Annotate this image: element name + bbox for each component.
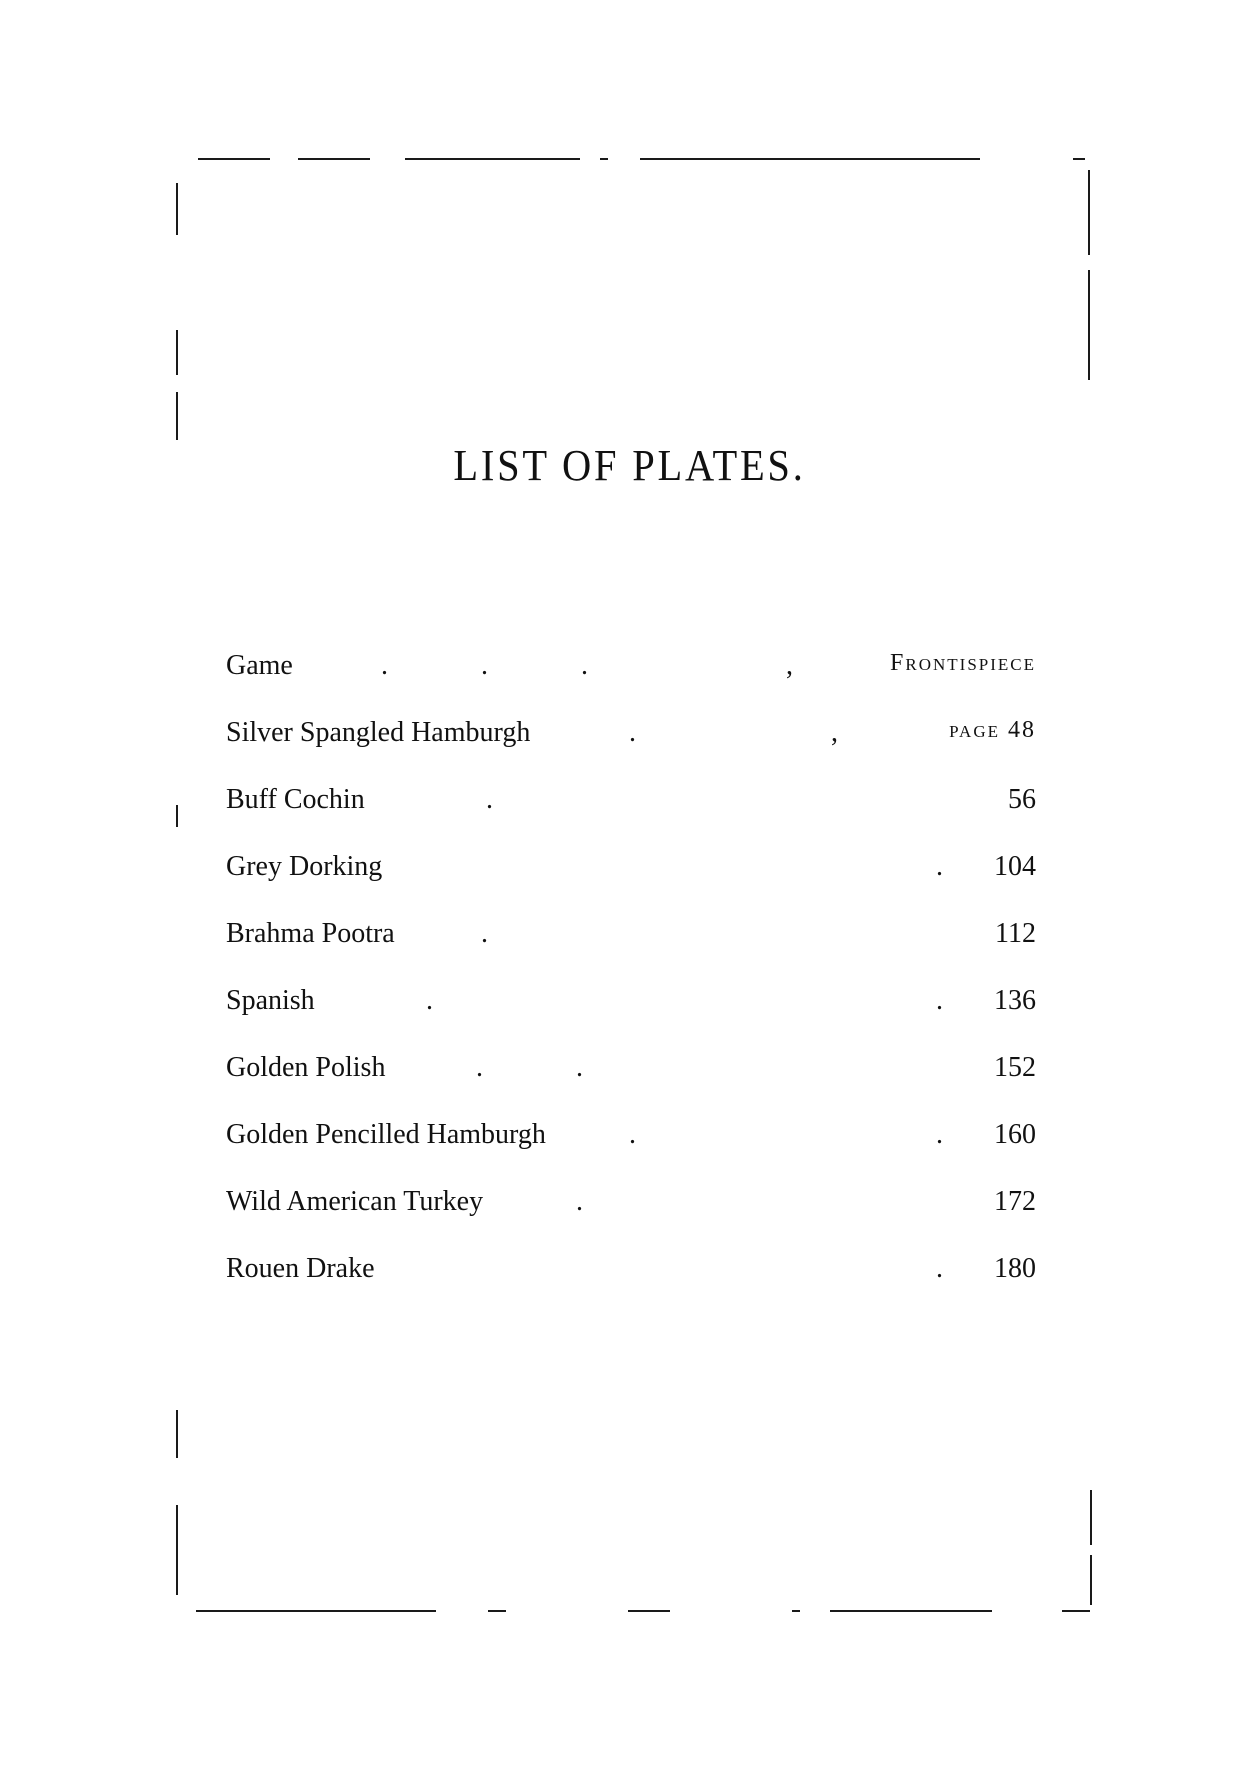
list-item [226, 985, 1036, 1052]
right-rule [1090, 1555, 1092, 1605]
list-item [226, 918, 1036, 985]
right-rule [1090, 1490, 1092, 1545]
left-rule [176, 805, 178, 827]
plate-name: Wild American Turkey [226, 1186, 484, 1217]
top-rule [600, 158, 608, 160]
plate-page: 104 [994, 851, 1036, 882]
left-rule [176, 1410, 178, 1458]
list-item [226, 1052, 1036, 1119]
leader-dot: . [481, 918, 488, 949]
bottom-rule [792, 1610, 800, 1612]
plate-page: 180 [994, 1253, 1036, 1284]
top-rule [1073, 158, 1085, 160]
left-rule [176, 183, 178, 235]
leader-dot: . [936, 985, 943, 1016]
right-rule [1088, 270, 1090, 380]
leader-dot: . [426, 985, 433, 1016]
leader-dot: . [486, 784, 493, 815]
leader-dot: . [629, 1119, 636, 1150]
left-rule [176, 392, 178, 440]
plates-list [226, 650, 1036, 1320]
leader-dot: . [481, 650, 488, 681]
leader-dot: , [786, 650, 793, 681]
leader-dot: . [936, 1119, 943, 1150]
plate-page: 136 [994, 985, 1036, 1016]
leader-dot: . [581, 650, 588, 681]
list-item [226, 1186, 1036, 1253]
plate-name: Silver Spangled Hamburgh [226, 717, 531, 748]
top-rule [640, 158, 980, 160]
leader-dot: . [629, 717, 636, 748]
plate-name: Golden Pencilled Hamburgh [226, 1119, 546, 1150]
bottom-rule [488, 1610, 506, 1612]
page-title: LIST OF PLATES. [453, 441, 806, 490]
list-item [226, 1253, 1036, 1320]
plate-name: Rouen Drake [226, 1253, 375, 1284]
top-rule [298, 158, 370, 160]
bottom-rule [196, 1610, 436, 1612]
plate-name: Brahma Pootra [226, 918, 395, 949]
top-rule [198, 158, 270, 160]
leader-dot: . [381, 650, 388, 681]
leader-dot: . [576, 1052, 583, 1083]
leader-dot: . [576, 1186, 583, 1217]
left-rule [176, 1505, 178, 1595]
plate-name: Spanish [226, 985, 315, 1016]
left-rule [176, 330, 178, 375]
top-rule [405, 158, 580, 160]
bottom-rule [830, 1610, 992, 1612]
plate-name: Buff Cochin [226, 784, 365, 815]
plate-name: Grey Dorking [226, 851, 383, 882]
plate-page: 152 [994, 1052, 1036, 1083]
leader-dot: . [936, 851, 943, 882]
list-item [226, 650, 1036, 717]
list-item [226, 1119, 1036, 1186]
leader-dot: . [476, 1052, 483, 1083]
bottom-rule [628, 1610, 670, 1612]
plate-page: 160 [994, 1119, 1036, 1150]
plate-page: 172 [994, 1186, 1036, 1217]
list-item [226, 784, 1036, 851]
plate-name: Golden Polish [226, 1052, 386, 1083]
list-item [226, 717, 1036, 784]
leader-dot: , [831, 717, 838, 748]
plate-page: page 48 [949, 717, 1036, 743]
right-rule [1088, 170, 1090, 255]
plate-name: Game [226, 650, 293, 681]
leader-dot: . [936, 1253, 943, 1284]
list-item [226, 851, 1036, 918]
plate-page: 56 [1008, 784, 1036, 815]
plate-page: Frontispiece [890, 650, 1036, 676]
plate-page: 112 [995, 918, 1036, 949]
bottom-rule [1062, 1610, 1090, 1612]
